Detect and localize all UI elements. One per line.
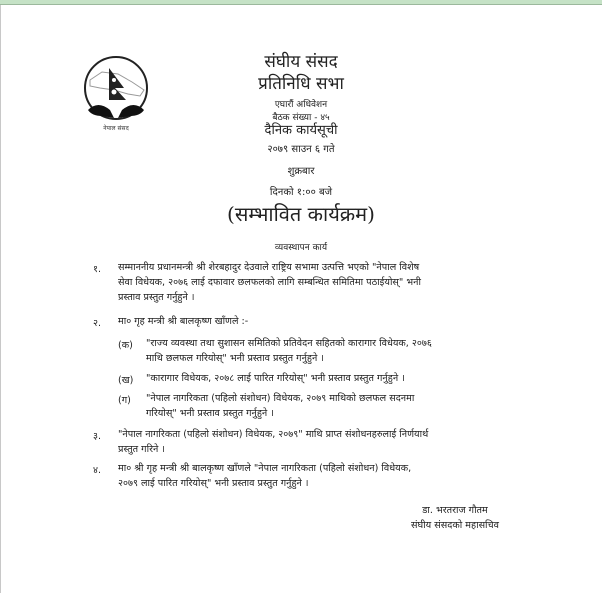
item-line: "कारागार विधेयक, २०७८ लाई पारित गरियोस्" भनी प्रस्ताव प्रस्तुत गर्नुहुने । — [146, 373, 405, 384]
subitem-label: (ग) — [118, 395, 131, 406]
section-heading: व्यवस्थापन कार्य — [274, 243, 328, 253]
item-line: "नेपाल नागरिकता (पहिलो संशोधन) विधेयक, २०७९ माथिको छलफल सदनमा — [146, 393, 415, 404]
agenda-day: शुक्रबार — [287, 166, 315, 177]
agenda-subitem-kha — [146, 371, 405, 386]
agenda-title: दैनिक कार्यसूची — [264, 123, 338, 138]
item-line: सम्माननीय प्रधानमन्त्री श्री शेरबहादुर देउवाले राष्ट्रिय सभामा उत्पत्ति भएको "नेपाल विशेष — [118, 262, 420, 273]
org-line-2: प्रतिनिधि सभा — [258, 74, 344, 94]
item-line: "राज्य व्यवस्था तथा सुशासन समितिको प्रतिवेदन सहितको कारागार विधेयक, २०७६ — [146, 338, 432, 349]
agenda-time: दिनको १:०० बजे — [269, 187, 333, 198]
agenda-date: २०७९ साउन ६ गते — [267, 144, 335, 155]
item-line: मा० गृह मन्त्री श्री बालकृष्ण खाँणले :- — [118, 316, 249, 327]
meeting-number: बैठक संख्या - ४५ — [272, 113, 330, 123]
item-line: सेवा विधेयक, २०७६ लाई दफावार छलफलको लागि सम्बन्धित समितिमा पठाईयोस्" भनी — [118, 277, 421, 288]
agenda-item-2 — [118, 314, 248, 329]
item-line: "नेपाल नागरिकता (पहिलो संशोधन) विधेयक, २०७९" माथि प्राप्त संशोधनहरुलाई निर्णयार्थ — [118, 429, 429, 440]
window-top-bar — [0, 0, 602, 5]
agenda-item-1 — [118, 260, 421, 305]
subitem-label: (क) — [118, 340, 133, 351]
item-line: मा० श्री गृह मन्त्री श्री बालकृष्ण खाँणले "नेपाल नागरिकता (पहिलो संशोधन) विधेयक, — [118, 463, 412, 474]
item-number: ४. — [93, 465, 102, 476]
item-line: प्रस्ताव प्रस्तुत गर्नुहुने । — [118, 292, 195, 303]
signatory-title: संघीय संसदको महासचिव — [411, 520, 499, 531]
item-line: गरियोस्" भनी प्रस्ताव प्रस्तुत गर्नुहुने । — [146, 408, 274, 419]
item-line: प्रस्तुत गरिने । — [118, 444, 165, 455]
subitem-label: (ख) — [118, 375, 134, 386]
session: एघारौं अधिवेशन — [274, 100, 328, 110]
agenda-subitem-ka — [146, 336, 432, 366]
item-line: २०७९ लाई पारित गरियोस्" भनी प्रस्ताव प्रस्तुत गर्नुहुने । — [118, 478, 309, 489]
signatory-name: डा. भरतराज गौतम — [422, 505, 488, 516]
agenda-subtitle: (सम्भावित कार्यक्रम) — [227, 202, 375, 226]
item-number: ३. — [93, 431, 102, 442]
item-number: १. — [93, 264, 102, 275]
agenda-subitem-ga — [146, 391, 414, 421]
logo-text: नेपाल संसद — [103, 125, 129, 132]
item-number: २. — [93, 318, 102, 329]
org-line-1: संघीय संसद — [264, 52, 338, 72]
agenda-item-4 — [118, 461, 411, 491]
agenda-item-3 — [118, 427, 428, 457]
item-line: माथि छलफल गरियोस्" भनी प्रस्ताव प्रस्तुत गर्नुहुने । — [146, 353, 325, 364]
